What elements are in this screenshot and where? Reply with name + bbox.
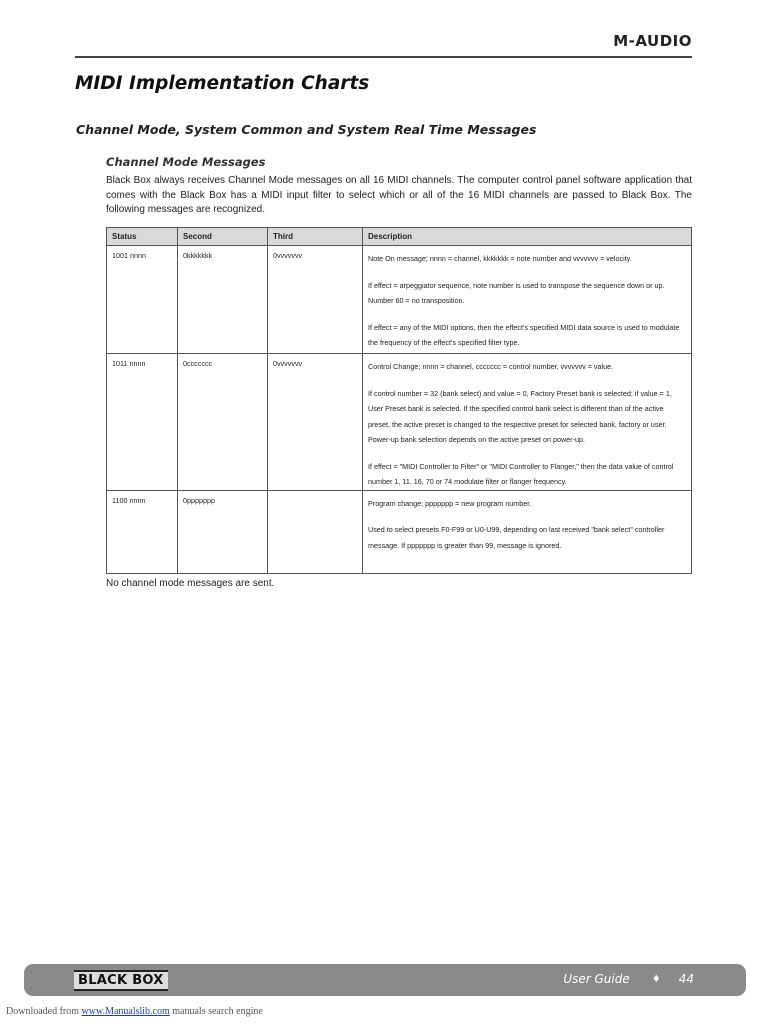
table-header-row [107, 228, 692, 246]
manualslib-link[interactable]: www.Manualslib.com [81, 1006, 170, 1017]
description-line: Note On message; nnnn = channel, kkkkkkk = note number and vvvvvvv = velocity. [368, 254, 632, 263]
diamond-icon: ♦ [651, 973, 661, 985]
download-notice [6, 1006, 263, 1017]
cell-second: 0ccccccc [178, 354, 268, 491]
m-audio-logo: M-AUDIO [613, 32, 692, 50]
cell-status: 1011 nnnn [107, 354, 178, 491]
description-line: Program change; ppppppp = new program number. [368, 498, 532, 508]
cell-third: 0vvvvvvv [268, 246, 363, 354]
description-line: If effect = any of the MIDI options, then the effect's specified MIDI data source is used to modulate the frequency of the effect's specified filter type. [368, 322, 680, 347]
download-suffix: manuals search engine [172, 1006, 263, 1017]
cell-status: 1100 nnnn [107, 490, 178, 573]
midi-implementation-table [106, 227, 692, 574]
cell-status: 1001 nnnn [107, 246, 178, 354]
cell-second: 0ppppppp [178, 490, 268, 573]
cell-second: 0kkkkkkk [178, 246, 268, 354]
description-line: Control Change; nnnn = channel, ccccccc = control number, vvvvvvv = value. [368, 362, 614, 371]
user-guide-label: User Guide [563, 972, 630, 986]
description-line: If effect = "MIDI Controller to Filter" or "MIDI Controller to Flanger," then the data value of control number 1, 11, 16, 70 or 74 modulate filter or flanger frequency. [368, 461, 674, 486]
table-row [107, 354, 692, 491]
header-rule [75, 56, 692, 58]
description-line: If effect = arpeggiator sequence, note number is used to transpose the sequence down or up. Number 60 = no transposition. [368, 280, 665, 305]
column-header-second: Second [178, 228, 268, 246]
subsection-title: Channel Mode Messages [106, 155, 266, 169]
intro-paragraph: Black Box always receives Channel Mode messages on all 16 MIDI channels. The computer control panel software application that comes with the Black Box has a MIDI input filter to select which or all of the 16 MIDI channels are passed to Black Box. The following messages are recognized. [106, 175, 692, 215]
table-row [107, 490, 692, 573]
description-line: If control number = 32 (bank select) and value = 0, Factory Preset bank is selected; if value = 1, User Preset bank is selected. If the specified control bank select is different than of the active preset, the active preset is changed to the respective preset for selected bank, factory or user. Power-up bank selection depends on the active preset on power-up. [368, 388, 672, 444]
cell-description [363, 354, 692, 491]
page-title: MIDI Implementation Charts [75, 73, 370, 94]
footer-page-info [563, 972, 694, 986]
section-title: Channel Mode, System Common and System Real Time Messages [76, 122, 537, 137]
cell-third [268, 490, 363, 573]
column-header-status: Status [107, 228, 178, 246]
closing-note: No channel mode messages are sent. [106, 578, 275, 589]
black-box-logo [74, 971, 168, 989]
column-header-third: Third [268, 228, 363, 246]
cell-third: 0vvvvvvv [268, 354, 363, 491]
description-line: Used to select presets F0-F99 or U0-U99, depending on last received "bank select" controller message. If ppppppp is greater than 99, message is ignored. [368, 525, 665, 550]
column-header-description: Description [363, 228, 692, 246]
table-row [107, 246, 692, 354]
footer-bar [24, 964, 746, 996]
cell-description [363, 246, 692, 354]
download-prefix: Downloaded from [6, 1006, 80, 1017]
cell-description [363, 490, 692, 573]
black-box-logo-text: BLACK BOX [74, 970, 168, 991]
page-number: 44 [678, 972, 694, 986]
